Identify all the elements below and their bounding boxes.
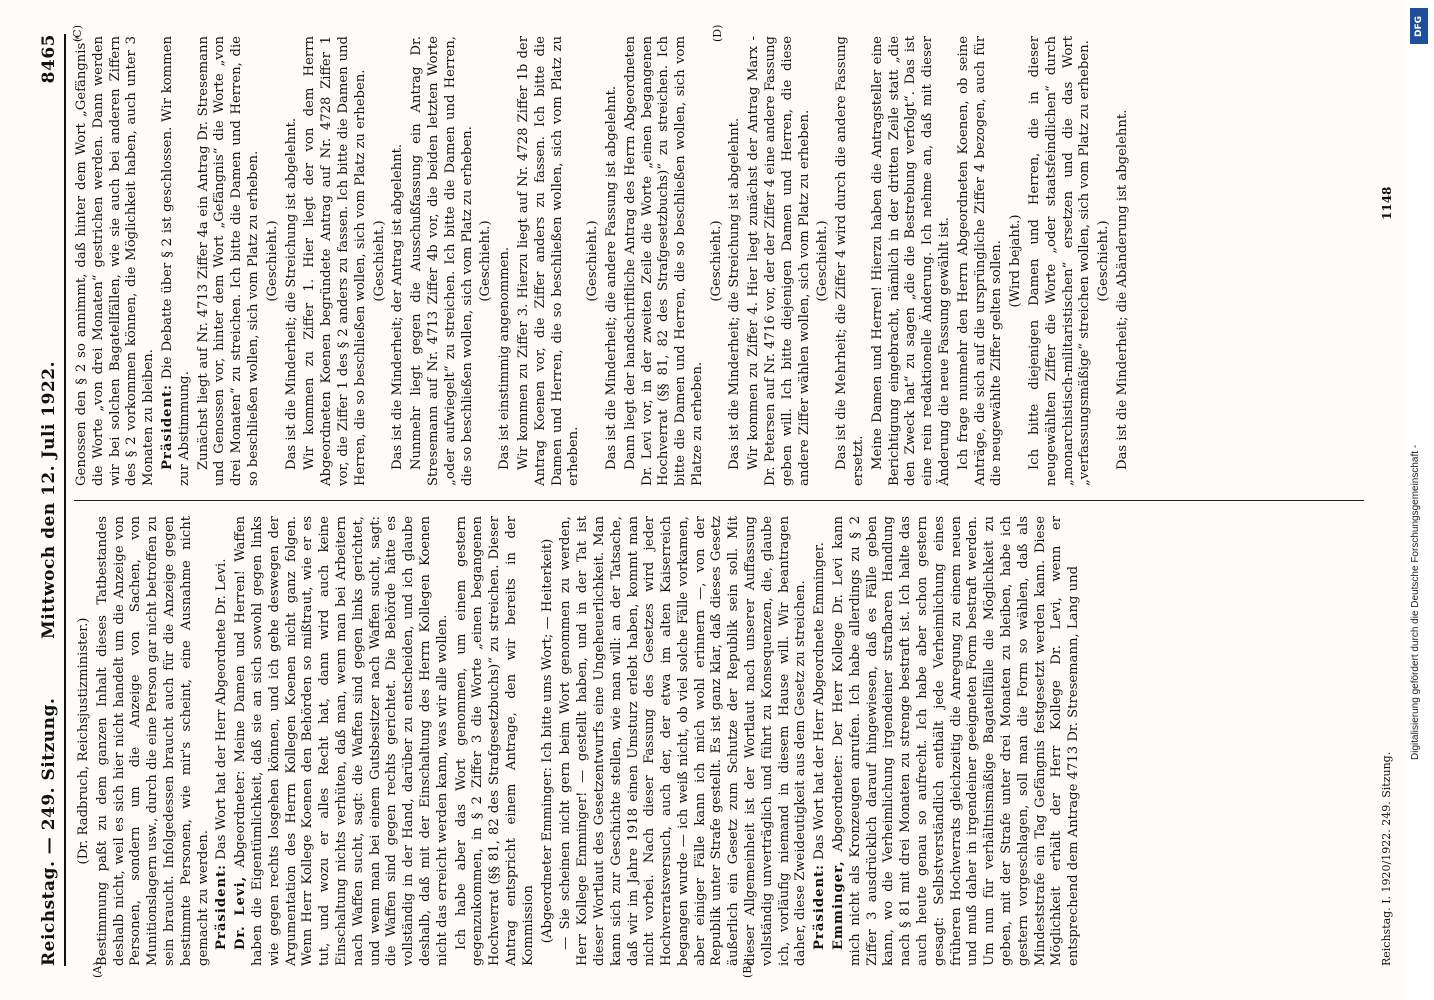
sheet-number: 1148: [1380, 186, 1395, 220]
paragraph: Wir kommen zu Ziffer 4. Hier liegt zunächst der Antrag Marx - Dr. Petersen auf Nr. 4716 vor, der der Ziffer 4 eine andere Fassung geben will. Ich bitte diejenigen Damen und Herren, die diese andere Ziffer wählen wollen, sich vom Platz zu erheben.: [746, 36, 812, 486]
paragraph: Das ist die Mehrheit; die Ziffer 4 wird durch die andere Fassung ersetzt.: [834, 36, 867, 486]
paragraph: Präsident: Das Wort hat der Herr Abgeordnete Dr. Levi.: [214, 558, 230, 950]
page-content: [30, 20, 1400, 980]
paragraph: Das ist einstimmig angenommen.: [497, 246, 513, 470]
paragraph: Wir kommen zu Ziffer 1. Hier liegt der von dem Herrn Abgeordneten Koenen begründete Antrag auf Nr. 4728 Ziffer 1 vor, die Ziffer 1 des § 2 anders zu fassen. Ich bitte die Damen und Herren, die so beschließen wollen, sich vom Platz zu erheben.: [302, 36, 368, 486]
paragraph: Genossen den § 2 so annimmt, daß hinter dem Wort „Gefängnis“ die Worte „von drei Monaten“ gestrichen werden. Dann werden wir bei solchen Bagatellfällen, wie sie auch bei anderen Ziffern des § 2 vorkommen können, die Möglichkeit haben, auch unter 3 Monaten zu bleiben.: [74, 36, 157, 486]
margin-marker-c: (C): [71, 25, 84, 42]
paragraph: Das ist die Minderheit; der Antrag ist abgelehnt.: [390, 143, 406, 470]
stage-note: (Geschieht.): [478, 220, 494, 302]
paragraph: Präsident: Das Wort hat der Herr Abgeordnete Emminger.: [812, 542, 828, 950]
digitization-credit: Digitalisierung gefördert durch die Deutsche Forschungsgemeinschaft -: [1410, 444, 1421, 760]
column-divider: [74, 500, 1364, 501]
speaker-name: Präsident:: [214, 863, 230, 950]
stage-note: (Wird bejaht.): [1008, 214, 1024, 308]
paragraph: — Sie scheinen nicht gern beim Wort genommen zu werden, Herr Kollege Emminger! — gestellt haben, und in der Tat ist dieser Wortlaut des Gesetzentwurfs eine Ungeheuerlichkeit. Man kann sich zur Geschichte stellen, wie man will: an der Tatsache, daß wir im Jahre 1918 einen Umsturz erlebt haben, kommt man nicht vorbei. Nach dieser Fassung des Gesetzes wird jeder Hochverratsversuch, auch der, der etwa im alten Kaiserreich begangen wurde — ich weiß nicht, ob viel solche Fälle vorkamen, aber einiger Fälle kann ich mich wohl erinnern —, von der Republik unter Strafe gestellt. Es ist ganz klar, daß dieses Gesetz äußerlich ein Gesetz zum Schutze der Republik sein soll. Mit dieser Allgemeinheit ist der Wortlaut nach unserer Auffassung vollständig unverträglich und führt zu Konsequenzen, die, glaube ich, vorläufig niemand in diesem Hause will. Wir beantragen daher, diese Zweideutigkeit aus dem Gesetz zu streichen.: [558, 516, 809, 966]
page-header: [36, 34, 62, 966]
paragraph: Ich bitte diejenigen Damen und Herren, die in dieser neugewählten Ziffer die Worte „oder staatsfeindlichen“ durch „monarchistisch-militaristischen“ ersetzen und die das Wort „verfassungsmäßige“ streichen wollen, sich vom Platz zu erheben.: [1027, 36, 1093, 486]
stage-note: (Geschieht.): [708, 220, 724, 302]
speaker-name: Präsident:: [159, 383, 175, 470]
paragraph: Bestimmung paßt zu dem ganzen Inhalt dieses Tatbestandes deshalb nicht, weil es sich hier nicht handelt um die Anzeige von Personen, sondern um die Anzeige von Sachen, von Munitionslagern usw., durch die eine Person gar nicht betroffen zu sein braucht. Infolgedessen braucht auch für die Anzeige gegen bestimmte Personen, wie mir's scheint, eine Ausnahme nicht gemacht zu werden.: [94, 516, 211, 966]
paragraph: Ich frage nunmehr den Herrn Abgeordneten Koenen, ob seine Anträge, die sich auf die ursprüngliche Ziffer 4 bezogen, auch für die neugewählte Ziffer gelten sollen.: [955, 36, 1005, 486]
speaker-note: (Dr. Radbruch, Reichsjustizminister.): [76, 617, 91, 865]
paragraph: Wir kommen zu Ziffer 3. Hierzu liegt auf Nr. 4728 Ziffer 1b der Antrag Koenen vor, die Ziffer anders zu fassen. Ich bitte die Damen und Herren, die so beschließen wollen, sich vom Platz zu erheben.: [515, 36, 582, 486]
paragraph: Das ist die Minderheit; die Abänderung ist abgelehnt.: [1115, 109, 1131, 470]
speaker-name: Dr. Levi,: [233, 875, 249, 950]
scanned-page: [30, 20, 1400, 980]
margin-marker-b: (B): [741, 961, 754, 978]
paragraph: Das ist die Minderheit; die Streichung ist abgelehnt.: [283, 117, 299, 470]
stage-note: (Geschieht.): [1096, 220, 1112, 302]
right-column: [74, 36, 1384, 486]
paragraph: Meine Damen und Herren! Hierzu haben die Antragsteller eine Berichtigung eingebracht, nämlich in der dritten Zeile statt „die den Zweck hat“ zu sagen „die die Bestrebung verfolgt“. Das ist eine rein redaktionelle Änderung. Ich nehme an, daß mit dieser Änderung die neue Fassung gewählt ist.: [869, 36, 953, 486]
dfg-logo: DFG: [1410, 8, 1428, 44]
header-rule: [64, 34, 66, 966]
paragraph: Emminger, Abgeordneter: Der Herr Kollege Dr. Levi kann mich nicht als Kronzeugen anrufen. Ich habe allerdings zu § 2 Ziffer 3 ausdrücklich darauf hingewiesen, daß es Fälle geben kann, wo die Verheimlichung irgendeiner strafbaren Handlung nach § 81 mit drei Monaten zu strenge bestraft ist. Ich halte das auch heute genau so aufrecht. Ich habe aber schon gestern gesagt: Selbstverständlich enthält jede Verheimlichung eines früheren Hochverrats gleichzeitig die Anregung zu einem neuen und muß daher in irgendeiner geeigneten Form bestraft werden. Um nun für verhältnismäßige Bagatellfälle die Möglichkeit zu geben, mit der Strafe unter drei Monaten zu bleiben, habe ich gestern vorgeschlagen, soll man die Form so wählen, daß als Mindeststrafe ein Tag Gefängnis festgesetzt werden kann. Diese Möglichkeit erhält der Herr Kollege Dr. Levi, wenn er entsprechend dem Antrage 4713 Dr. Stresemann, Lang und: [831, 516, 1082, 966]
speaker-name: Emminger,: [831, 860, 847, 950]
stage-note: (Geschieht.): [371, 220, 387, 302]
header-left: Reichstag. — 249. Sitzung.: [38, 697, 59, 966]
paragraph: Zunächst liegt auf Nr. 4713 Ziffer 4a ein Antrag Dr. Stresemann und Genossen vor, hinter dem Wort „Gefängnis“ die Worte „von drei Monaten“ zu streichen. Ich bitte die Damen und Herren, die so beschließen wollen, sich vom Platz zu erheben.: [195, 36, 261, 486]
header-page-number: 8465: [38, 34, 59, 84]
paragraph: Nunmehr liegt gegen die Ausschußfassung ein Antrag Dr. Stresemann auf Nr. 4713 Ziffer 4b vor, die beiden letzten Worte „oder aufwiegelt“ zu streichen. Ich bitte die Damen und Herren, die so beschließen wollen, sich vom Platz zu erheben.: [409, 36, 475, 486]
stage-note: (Geschieht.): [585, 220, 601, 302]
digitization-sidebar: [1404, 0, 1434, 1000]
left-column: [74, 516, 1384, 966]
margin-marker-a: (A): [91, 961, 104, 978]
paragraph: Dann liegt der handschriftliche Antrag des Herrn Abgeordneten Dr. Levi vor, in der zweiten Zeile die Worte „einen begangenen Hochverrat (§§ 81, 82 des Strafgesetzbuchs)“ zu streichen. Ich bitte die Damen und Herren, die so beschließen wollen, sich vom Platze zu erheben.: [622, 36, 705, 486]
margin-marker-d: (D): [711, 24, 724, 42]
interjection: (Abgeordneter Emminger: Ich bitte ums Wort; — Heiterkeit): [539, 538, 555, 944]
paragraph: Das ist die Minderheit; die Streichung ist abgelehnt.: [727, 117, 743, 470]
paragraph: Präsident: Die Debatte über § 2 ist geschlossen. Wir kommen zur Abstimmung.: [159, 36, 192, 486]
page-footer: Reichstag. I. 1920/1922. 249. Sitzung.: [1380, 751, 1394, 966]
stage-note: (Geschieht.): [815, 220, 831, 302]
stage-note: (Geschieht.): [264, 220, 280, 302]
paragraph: Dr. Levi, Abgeordneter: Meine Damen und Herren! Waffen haben die Eigentümlichkeit, daß sie an sich sowohl gegen links wie gegen rechts losgehen können, und ich gehe deswegen der Argumentation des Herrn Kollegen Koenen nicht ganz folgen. Wenn Herr Kollege Koenen den Behörden so mißtraut, wie er es tut, und wozu er alles Recht hat, dann wird auch keine Einschaltung nichts verhüten, daß man, wenn man bei Arbeitern nach Waffen sucht, sagt: die Waffen sind gegen links gerichtet, und wenn man bei einem Gutsbesitzer nach Waffen sucht, sagt: die Waffen sind gegen rechts gerichtet. Die Behörde hätte es vollständig in der Hand, darüber zu entscheiden, und ich glaube deshalb, daß mit der Einschaltung des Herrn Kollegen Koenen nicht das erreicht werden kann, was wir alle wollen.: [233, 516, 450, 966]
paragraph: Ich habe aber das Wort genommen, um einem gestern gegenzukommen, in § 2 Ziffer 3 die Worte „einen begangenen Hochverrat (§§ 81, 82 des Strafgesetzbuchs)“ zu streichen. Dieser Antrag entspricht einem Antrage, den wir bereits in der Kommission: [453, 516, 536, 966]
paragraph: Das ist die Minderheit; die andere Fassung ist abgelehnt.: [603, 85, 619, 470]
header-date: Mittwoch den 12. Juli 1922.: [38, 360, 59, 640]
speaker-name: Präsident:: [812, 863, 828, 950]
